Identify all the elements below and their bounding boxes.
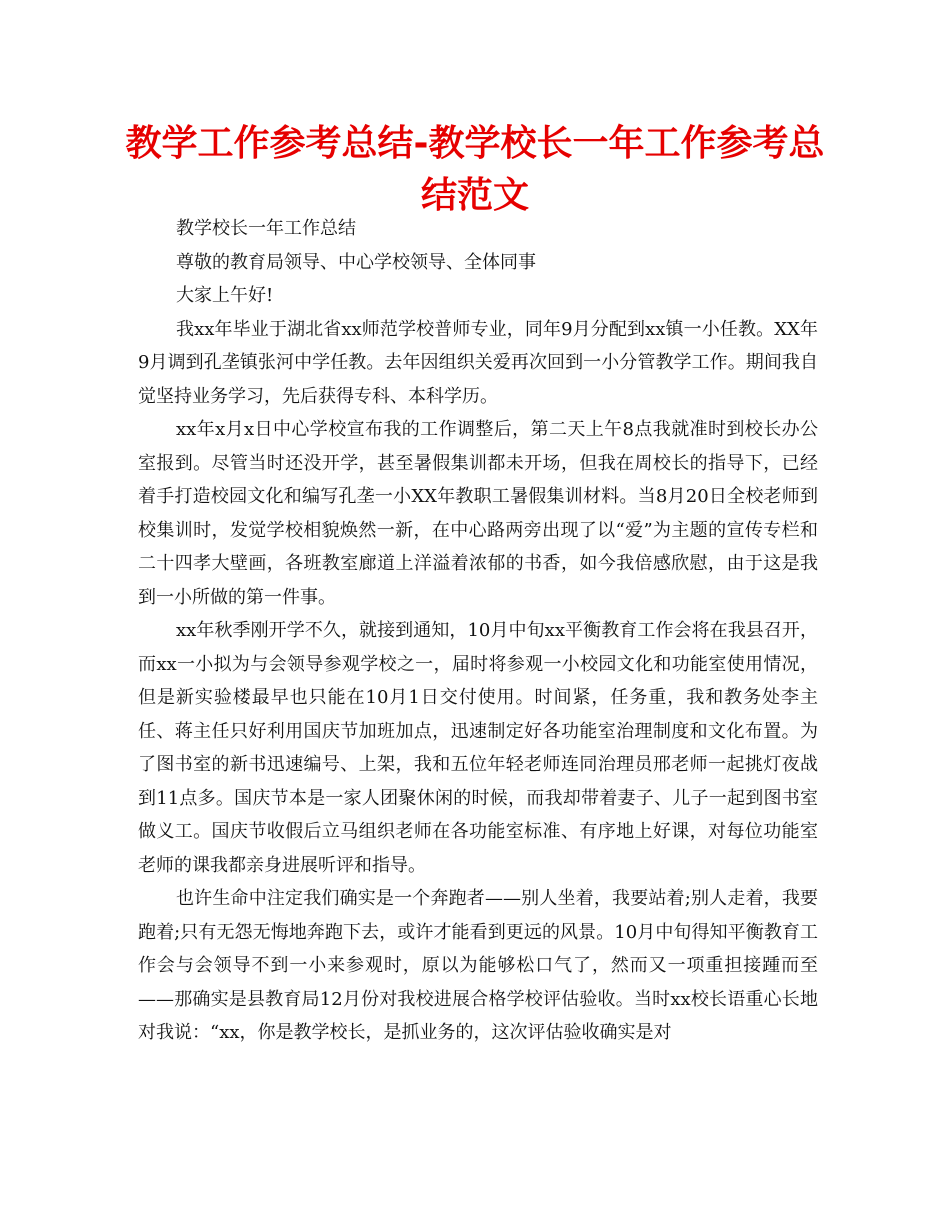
paragraph: 我xx年毕业于湖北省xx师范学校普师专业，同年9月分配到xx镇一小任教。XX年9月调到孔垄镇张河中学任教。去年因组织关爱再次回到一小分管教学工作。期间我自觉坚持业务学习，先后获得专科、本科学历。 (138, 318, 818, 407)
paragraph-heading: 教学校长一年工作总结 (176, 218, 356, 239)
document-body (138, 212, 818, 1050)
paragraph-salutation: 尊敬的教育局领导、中心学校领导、全体同事 (176, 251, 536, 273)
paragraph: 也许生命中注定我们确实是一个奔跑者——别人坐着，我要站着;别人走着，我要跑着;只有无怨无悔地奔跑下去，或许才能看到更远的风景。10月中旬得知平衡教育工作会与会领导不到一小来参观时，原以为能够松口气了，然而又一项重担接踵而至——那确实是县教育局12月份对我校进展合格学校评估验收。当时xx校长语重心长地对我说：“xx，你是教学校长，是抓业务的，这次评估验收确实是对 (138, 888, 818, 1043)
paragraph-greeting: 大家上午好! (176, 285, 274, 306)
paragraph: xx年x月x日中心学校宣布我的工作调整后，第二天上午8点我就准时到校长办公室报到。尽管当时还没开学，甚至暑假集训都未开场，但我在周校长的指导下，已经着手打造校园文化和编写孔垄一小XX年教职工暑假集训材料。当8月20日全校老师到校集训时，发觉学校相貌焕然一新，在中心路两旁出现了以“爱”为主题的宣传专栏和二十四孝大壁画，各班教室廊道上洋溢着浓郁的书香，如今我倍感欣慰，由于这是我到一小所做的第一件事。 (138, 419, 818, 608)
paragraph: xx年秋季刚开学不久，就接到通知，10月中旬xx平衡教育工作会将在我县召开，而xx一小拟为与会领导参观学校之一，届时将参观一小校园文化和功能室使用情况，但是新实验楼最早也只能在10月1日交付使用。时间紧，任务重，我和教务处李主任、蒋主任只好利用国庆节加班加点，迅速制定好各功能室治理制度和文化布置。为了图书室的新书迅速编号、上架，我和五位年轻老师连同治理员邢老师一起挑灯夜战到11点多。国庆节本是一家人团聚休闲的时候，而我却带着妻子、儿子一起到图书室做义工。国庆节收假后立马组织老师在各功能室标准、有序地上好课，对每位功能室老师的课我都亲身进展听评和指导。 (138, 620, 818, 876)
document-title: 教学工作参考总结-教学校长一年工作参考总结范文 (125, 123, 825, 216)
